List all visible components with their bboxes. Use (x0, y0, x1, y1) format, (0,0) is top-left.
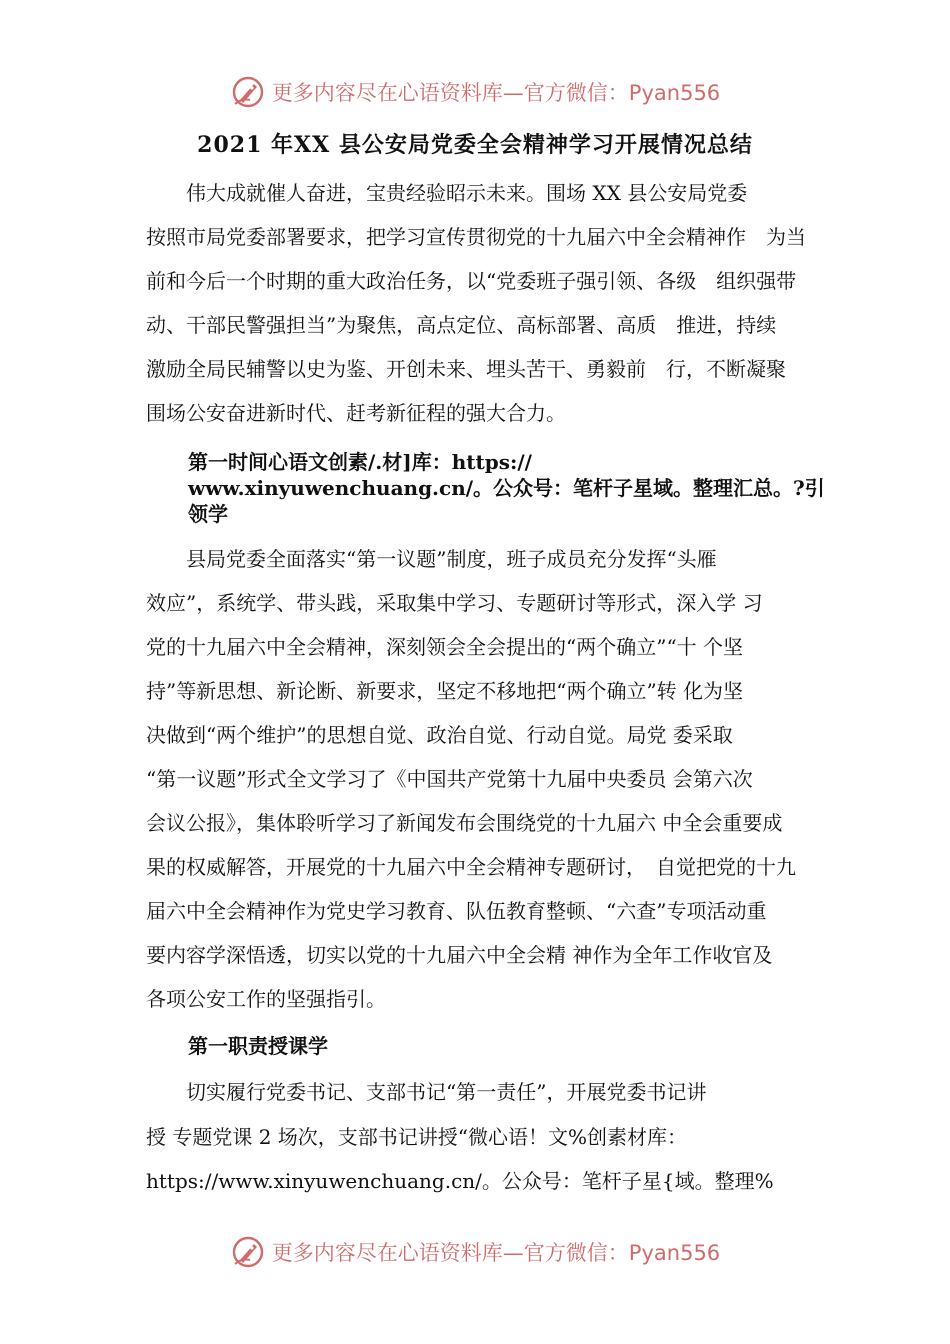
pen-nib-circle-icon (230, 1234, 266, 1270)
section-heading-1-line: 第一时间心语文创素/.材]库：https:// (188, 450, 532, 474)
footer-banner (0, 1230, 950, 1274)
paragraph-2-line: 持”等新思想、新论断、新要求，坚定不移地把“两个确立”转 化为坚 (146, 679, 744, 703)
paragraph-3-line: 切实履行党委书记、支部书记“第一责任”，开展党委书记讲 (146, 1080, 707, 1104)
paragraph-3-line: https://www.xinyuwenchuang.cn/。公众号：笔杆子星{域。整理% (146, 1169, 774, 1193)
document-title: 2021 年XX 县公安局党委全会精神学习开展情况总结 (197, 132, 753, 158)
paragraph-3-line: 授 专题党课 2 场次，支部书记讲授“微心语！文%创素材库： (146, 1125, 688, 1149)
paragraph-2-line: 果的权威解答，开展党的十九届六中全会精神专题研讨， 自觉把党的十九 (146, 855, 796, 879)
paragraph-1-line: 动、干部民警强担当”为聚焦，高点定位、高标部署、高质 推进，持续 (146, 313, 777, 337)
banner-text: 更多内容尽在心语资料库—官方微信：Pyan556 (271, 81, 721, 105)
paragraph-2-line: 各项公安工作的坚强指引。 (146, 987, 386, 1011)
paragraph-1-line: 前和今后一个时期的重大政治任务，以“党委班子强引领、各级 组织强带 (146, 269, 797, 293)
paragraph-1-line: 激励全局民辅警以史为鉴、开创未来、埋头苦干、勇毅前 行，不断凝聚 (146, 357, 786, 381)
section-heading-1-line: www.xinyuwenchuang.cn/。公众号：笔杆子星域。整理汇总。?引 (188, 476, 825, 500)
section-heading-2: 第一职责授课学 (188, 1034, 328, 1058)
paragraph-1-line: 围场公安奋进新时代、赶考新征程的强大合力。 (146, 401, 566, 425)
paragraph-2-line: 县局党委全面落实“第一议题”制度，班子成员充分发挥“头雁 (146, 547, 717, 571)
pen-nib-circle-icon (230, 74, 266, 110)
header-banner (0, 70, 950, 114)
paragraph-1-line: 伟大成就催人奋进，宝贵经验昭示未来。围场 XX 县公安局党委 (146, 181, 748, 205)
paragraph-2-line: 要内容学深悟透，切实以党的十九届六中全会精 神作为全年工作收官及 (146, 943, 773, 967)
paragraph-2-line: 决做到“两个维护”的思想自觉、政治自觉、行动自觉。局党 委采取 (146, 723, 733, 747)
section-heading-1-line: 领学 (188, 502, 228, 526)
paragraph-2-line: 党的十九届六中全会精神，深刻领会全会提出的“两个确立”“十 个坚 (146, 635, 744, 659)
banner-text: 更多内容尽在心语资料库—官方微信：Pyan556 (271, 1241, 721, 1265)
paragraph-2-line: 效应”，系统学、带头践，采取集中学习、专题研讨等形式，深入学 习 (146, 591, 763, 615)
paragraph-2-line: 届六中全会精神作为党史学习教育、队伍教育整顿、“六查”专项活动重 (146, 899, 767, 923)
paragraph-2-line: 会议公报》，集体聆听学习了新闻发布会围绕党的十九届六 中全会重要成 (146, 811, 783, 835)
paragraph-2-line: “第一议题”形式全文学习了《中国共产党第十九届中央委员 会第六次 (146, 767, 753, 791)
paragraph-1-line: 按照市局党委部署要求，把学习宣传贯彻党的十九届六中全会精神作 为当 (146, 225, 806, 249)
